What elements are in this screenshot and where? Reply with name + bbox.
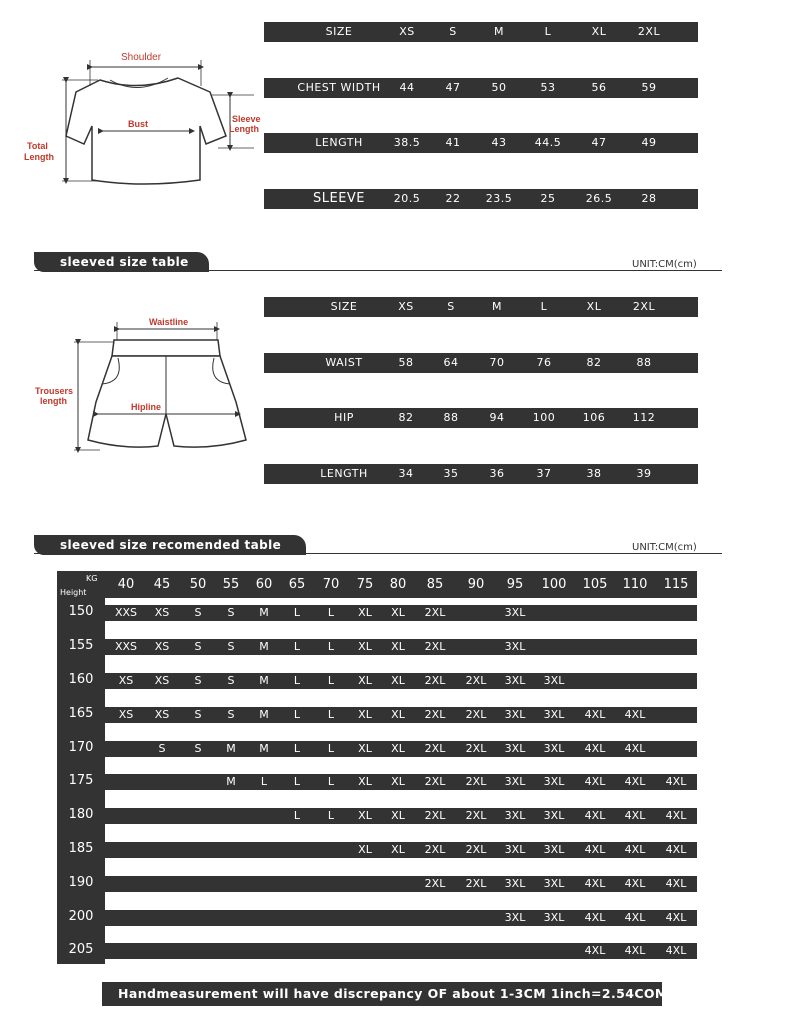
cell: 70 bbox=[489, 356, 505, 369]
cell: 47 bbox=[445, 81, 461, 94]
total-length-label-2: Length bbox=[24, 152, 54, 162]
cell: 36 bbox=[489, 467, 505, 480]
size-cell: S bbox=[227, 708, 235, 721]
size-cell: XL bbox=[391, 843, 405, 856]
cell: 25 bbox=[540, 192, 556, 205]
size-cell: 4XL bbox=[665, 843, 687, 856]
tshirt-diagram bbox=[18, 48, 268, 193]
size-cell: S bbox=[227, 674, 235, 687]
length-row bbox=[264, 133, 698, 153]
row-label: WAIST bbox=[325, 356, 363, 369]
height-row-label: 190 bbox=[68, 875, 94, 890]
size-col: 2XL bbox=[632, 300, 656, 313]
size-cell: S bbox=[227, 640, 235, 653]
measurement-note: Handmeasurement will have discrepancy OF about 1-3CM 1inch=2.54COM bbox=[102, 982, 662, 1006]
size-cell: 3XL bbox=[504, 877, 526, 890]
cell: 82 bbox=[586, 356, 602, 369]
cell: 39 bbox=[636, 467, 652, 480]
size-recommend-row bbox=[105, 808, 697, 824]
size-recommend-row bbox=[105, 605, 697, 621]
size-recommend-row bbox=[105, 876, 697, 892]
shorts-outline bbox=[112, 340, 220, 356]
size-cell: 2XL bbox=[424, 775, 446, 788]
size-col: L bbox=[544, 25, 552, 38]
size-cell: XS bbox=[154, 674, 170, 687]
size-cell: S bbox=[158, 742, 166, 755]
size-cell: 2XL bbox=[424, 877, 446, 890]
size-cell: XL bbox=[391, 775, 405, 788]
height-row-label: 165 bbox=[68, 706, 94, 721]
size-cell: 3XL bbox=[543, 877, 565, 890]
size-recommend-row bbox=[105, 774, 697, 790]
size-cell: XS bbox=[154, 606, 170, 619]
size-cell: L bbox=[327, 775, 335, 788]
height-row-label: 185 bbox=[68, 841, 94, 856]
shoulder-label: Shoulder bbox=[121, 52, 162, 63]
hipline-label: Hipline bbox=[131, 402, 162, 412]
kg-label: KG bbox=[86, 574, 98, 583]
size-cell: 4XL bbox=[665, 775, 687, 788]
height-column bbox=[57, 571, 105, 964]
bust-label: Bust bbox=[128, 119, 148, 129]
waist-row bbox=[264, 353, 698, 373]
size-cell: 2XL bbox=[465, 809, 487, 822]
size-cell: 2XL bbox=[424, 640, 446, 653]
size-cell: 4XL bbox=[624, 809, 646, 822]
size-cell: XL bbox=[358, 775, 372, 788]
sleeve-length-label-2: Length bbox=[229, 124, 259, 134]
size-recommend-row bbox=[105, 741, 697, 757]
cell: 76 bbox=[536, 356, 552, 369]
height-row-label: 175 bbox=[68, 773, 94, 788]
weight-col-label: 50 bbox=[189, 577, 207, 592]
size-cell: 4XL bbox=[624, 944, 646, 957]
section-title-size-table: sleeved size table bbox=[34, 252, 209, 272]
size-col: M bbox=[494, 25, 504, 38]
size-cell: S bbox=[194, 708, 202, 721]
size-cell: 3XL bbox=[543, 775, 565, 788]
size-cell: 4XL bbox=[584, 742, 606, 755]
size-cell: 4XL bbox=[584, 809, 606, 822]
cell: 49 bbox=[641, 136, 657, 149]
size-cell: 3XL bbox=[504, 674, 526, 687]
size-cell: L bbox=[260, 775, 268, 788]
size-cell: S bbox=[194, 742, 202, 755]
height-row-label: 200 bbox=[68, 909, 94, 924]
trousers-length-label-1: Trousers bbox=[35, 386, 74, 396]
size-cell: 2XL bbox=[465, 775, 487, 788]
cell: 100 bbox=[532, 411, 556, 424]
size-recommend-row bbox=[105, 943, 697, 959]
size-cell: L bbox=[293, 809, 301, 822]
size-header-label: SIZE bbox=[330, 300, 358, 313]
row-label: LENGTH bbox=[320, 467, 368, 480]
size-cell: L bbox=[293, 775, 301, 788]
weight-col-label: 40 bbox=[117, 577, 135, 592]
size-cell: 3XL bbox=[543, 809, 565, 822]
size-cell: 2XL bbox=[424, 843, 446, 856]
size-cell: 2XL bbox=[424, 742, 446, 755]
size-cell: 4XL bbox=[665, 944, 687, 957]
size-cell: M bbox=[226, 742, 236, 755]
cell: 64 bbox=[443, 356, 459, 369]
cell: 94 bbox=[489, 411, 505, 424]
size-cell: L bbox=[327, 809, 335, 822]
hip-row bbox=[264, 408, 698, 428]
size-cell: 4XL bbox=[665, 809, 687, 822]
weight-col-label: 45 bbox=[153, 577, 171, 592]
size-cell: S bbox=[227, 606, 235, 619]
size-cell: 3XL bbox=[543, 674, 565, 687]
weight-col-label: 70 bbox=[322, 577, 340, 592]
size-cell: 3XL bbox=[504, 911, 526, 924]
weight-col-label: 80 bbox=[389, 577, 407, 592]
size-col: XL bbox=[586, 300, 602, 313]
size-col: 2XL bbox=[637, 25, 661, 38]
weight-col-label: 75 bbox=[356, 577, 374, 592]
size-cell: 2XL bbox=[424, 708, 446, 721]
pants-size-header-bar bbox=[264, 297, 698, 317]
height-row-label: 155 bbox=[68, 638, 94, 653]
size-cell: L bbox=[327, 674, 335, 687]
cell: 28 bbox=[641, 192, 657, 205]
size-cell: 2XL bbox=[465, 742, 487, 755]
height-row-label: 160 bbox=[68, 672, 94, 687]
size-recommend-row bbox=[105, 842, 697, 858]
size-cell: 2XL bbox=[465, 877, 487, 890]
size-cell: 3XL bbox=[543, 708, 565, 721]
size-cell: S bbox=[194, 606, 202, 619]
size-cell: XL bbox=[358, 640, 372, 653]
cell: 59 bbox=[641, 81, 657, 94]
size-cell: 3XL bbox=[543, 742, 565, 755]
cell: 37 bbox=[536, 467, 552, 480]
cell: 20.5 bbox=[393, 192, 421, 205]
size-cell: XL bbox=[358, 606, 372, 619]
size-cell: L bbox=[293, 742, 301, 755]
size-header-bar bbox=[264, 22, 698, 42]
size-cell: XS bbox=[118, 674, 134, 687]
row-label: CHEST WIDTH bbox=[297, 81, 381, 94]
size-col: M bbox=[492, 300, 502, 313]
size-col: XS bbox=[399, 25, 415, 38]
cell: 47 bbox=[591, 136, 607, 149]
size-cell: XL bbox=[391, 640, 405, 653]
size-cell: XL bbox=[358, 674, 372, 687]
weight-col-label: 95 bbox=[506, 577, 524, 592]
cell: 88 bbox=[443, 411, 459, 424]
size-cell: 3XL bbox=[504, 843, 526, 856]
size-recommend-row bbox=[105, 707, 697, 723]
size-cell: XL bbox=[391, 674, 405, 687]
size-cell: M bbox=[259, 640, 269, 653]
size-cell: 4XL bbox=[584, 877, 606, 890]
size-cell: M bbox=[259, 606, 269, 619]
total-length-label-1: Total bbox=[27, 141, 48, 151]
weight-col-label: 110 bbox=[622, 577, 648, 592]
waistline-label: Waistline bbox=[149, 317, 189, 327]
size-cell: XS bbox=[118, 708, 134, 721]
section-divider bbox=[34, 270, 722, 271]
size-cell: L bbox=[293, 708, 301, 721]
cell: 23.5 bbox=[485, 192, 513, 205]
size-cell: 3XL bbox=[543, 911, 565, 924]
size-cell: 4XL bbox=[624, 775, 646, 788]
size-cell: 4XL bbox=[624, 911, 646, 924]
cell: 34 bbox=[398, 467, 414, 480]
cell: 44 bbox=[399, 81, 415, 94]
shorts-diagram bbox=[30, 310, 260, 470]
weight-col-label: 65 bbox=[288, 577, 306, 592]
size-cell: 4XL bbox=[665, 877, 687, 890]
sleeve-length-label-1: Sleeve bbox=[232, 114, 261, 124]
cell: 82 bbox=[398, 411, 414, 424]
size-cell: L bbox=[327, 742, 335, 755]
cell: 53 bbox=[540, 81, 556, 94]
size-cell: XXS bbox=[114, 640, 138, 653]
weight-col-label: 100 bbox=[541, 577, 567, 592]
cell: 41 bbox=[445, 136, 461, 149]
size-cell: XL bbox=[391, 809, 405, 822]
cell: 44.5 bbox=[534, 136, 562, 149]
size-cell: XXS bbox=[114, 606, 138, 619]
size-col: XL bbox=[591, 25, 607, 38]
pants-length-row bbox=[264, 464, 698, 484]
size-cell: L bbox=[327, 640, 335, 653]
size-recommend-row bbox=[105, 910, 697, 926]
row-label: SLEEVE bbox=[312, 191, 366, 206]
size-cell: M bbox=[259, 674, 269, 687]
size-cell: L bbox=[293, 640, 301, 653]
size-cell: XL bbox=[358, 708, 372, 721]
height-row-label: 205 bbox=[68, 942, 94, 957]
size-cell: M bbox=[259, 742, 269, 755]
size-cell: XL bbox=[358, 843, 372, 856]
size-col: S bbox=[447, 300, 455, 313]
size-cell: L bbox=[293, 674, 301, 687]
size-cell: 2XL bbox=[465, 674, 487, 687]
size-col: L bbox=[540, 300, 548, 313]
size-cell: 4XL bbox=[624, 877, 646, 890]
weight-header-bar bbox=[105, 571, 697, 598]
size-cell: 4XL bbox=[584, 843, 606, 856]
section-title-recommended-table: sleeved size recomended table bbox=[34, 535, 306, 555]
size-cell: 3XL bbox=[504, 742, 526, 755]
cell: 35 bbox=[443, 467, 459, 480]
cell: 50 bbox=[491, 81, 507, 94]
height-row-label: 150 bbox=[68, 604, 94, 619]
unit-label: UNIT:CM(cm) bbox=[632, 542, 697, 553]
row-label: HIP bbox=[334, 411, 354, 424]
size-cell: XL bbox=[391, 742, 405, 755]
height-row-label: 180 bbox=[68, 807, 94, 822]
size-cell: M bbox=[259, 708, 269, 721]
cell: 26.5 bbox=[585, 192, 613, 205]
weight-col-label: 115 bbox=[663, 577, 689, 592]
size-cell: 4XL bbox=[584, 708, 606, 721]
size-header-label: SIZE bbox=[325, 25, 353, 38]
size-cell: 2XL bbox=[424, 606, 446, 619]
weight-col-label: 55 bbox=[222, 577, 240, 592]
size-cell: XL bbox=[358, 742, 372, 755]
cell: 56 bbox=[591, 81, 607, 94]
size-cell: 2XL bbox=[465, 708, 487, 721]
weight-col-label: 85 bbox=[426, 577, 444, 592]
size-cell: 2XL bbox=[424, 674, 446, 687]
size-cell: 2XL bbox=[465, 843, 487, 856]
unit-label: UNIT:CM(cm) bbox=[632, 259, 697, 270]
size-cell: 4XL bbox=[584, 911, 606, 924]
size-cell: L bbox=[327, 606, 335, 619]
size-cell: 3XL bbox=[504, 775, 526, 788]
size-col: S bbox=[449, 25, 457, 38]
size-cell: 4XL bbox=[584, 775, 606, 788]
size-cell: 3XL bbox=[504, 809, 526, 822]
cell: 112 bbox=[632, 411, 656, 424]
size-cell: 4XL bbox=[584, 944, 606, 957]
weight-col-label: 60 bbox=[255, 577, 273, 592]
weight-col-label: 90 bbox=[467, 577, 485, 592]
size-cell: M bbox=[226, 775, 236, 788]
size-cell: L bbox=[327, 708, 335, 721]
size-cell: S bbox=[194, 640, 202, 653]
size-cell: XS bbox=[154, 640, 170, 653]
row-label: LENGTH bbox=[315, 136, 363, 149]
size-recommend-row bbox=[105, 639, 697, 655]
size-cell: XL bbox=[358, 809, 372, 822]
size-cell: 3XL bbox=[543, 843, 565, 856]
cell: 22 bbox=[445, 192, 461, 205]
cell: 38 bbox=[586, 467, 602, 480]
cell: 106 bbox=[582, 411, 606, 424]
height-label: Height bbox=[60, 588, 87, 597]
cell: 43 bbox=[491, 136, 507, 149]
size-cell: 4XL bbox=[624, 742, 646, 755]
height-row-label: 170 bbox=[68, 740, 94, 755]
size-cell: 4XL bbox=[624, 843, 646, 856]
size-cell: L bbox=[293, 606, 301, 619]
size-cell: 3XL bbox=[504, 606, 526, 619]
size-cell: 2XL bbox=[424, 809, 446, 822]
weight-col-label: 105 bbox=[582, 577, 608, 592]
size-cell: 4XL bbox=[665, 911, 687, 924]
size-cell: S bbox=[194, 674, 202, 687]
trousers-length-label-2: length bbox=[40, 396, 67, 406]
cell: 88 bbox=[636, 356, 652, 369]
cell: 58 bbox=[398, 356, 414, 369]
section-divider bbox=[34, 553, 722, 554]
chest-row bbox=[264, 78, 698, 98]
size-col: XS bbox=[398, 300, 414, 313]
size-cell: XS bbox=[154, 708, 170, 721]
size-cell: 4XL bbox=[624, 708, 646, 721]
sleeve-row bbox=[264, 189, 698, 209]
size-recommend-row bbox=[105, 673, 697, 689]
size-cell: 3XL bbox=[504, 640, 526, 653]
size-cell: 3XL bbox=[504, 708, 526, 721]
cell: 38.5 bbox=[393, 136, 421, 149]
size-cell: XL bbox=[391, 708, 405, 721]
size-cell: XL bbox=[391, 606, 405, 619]
